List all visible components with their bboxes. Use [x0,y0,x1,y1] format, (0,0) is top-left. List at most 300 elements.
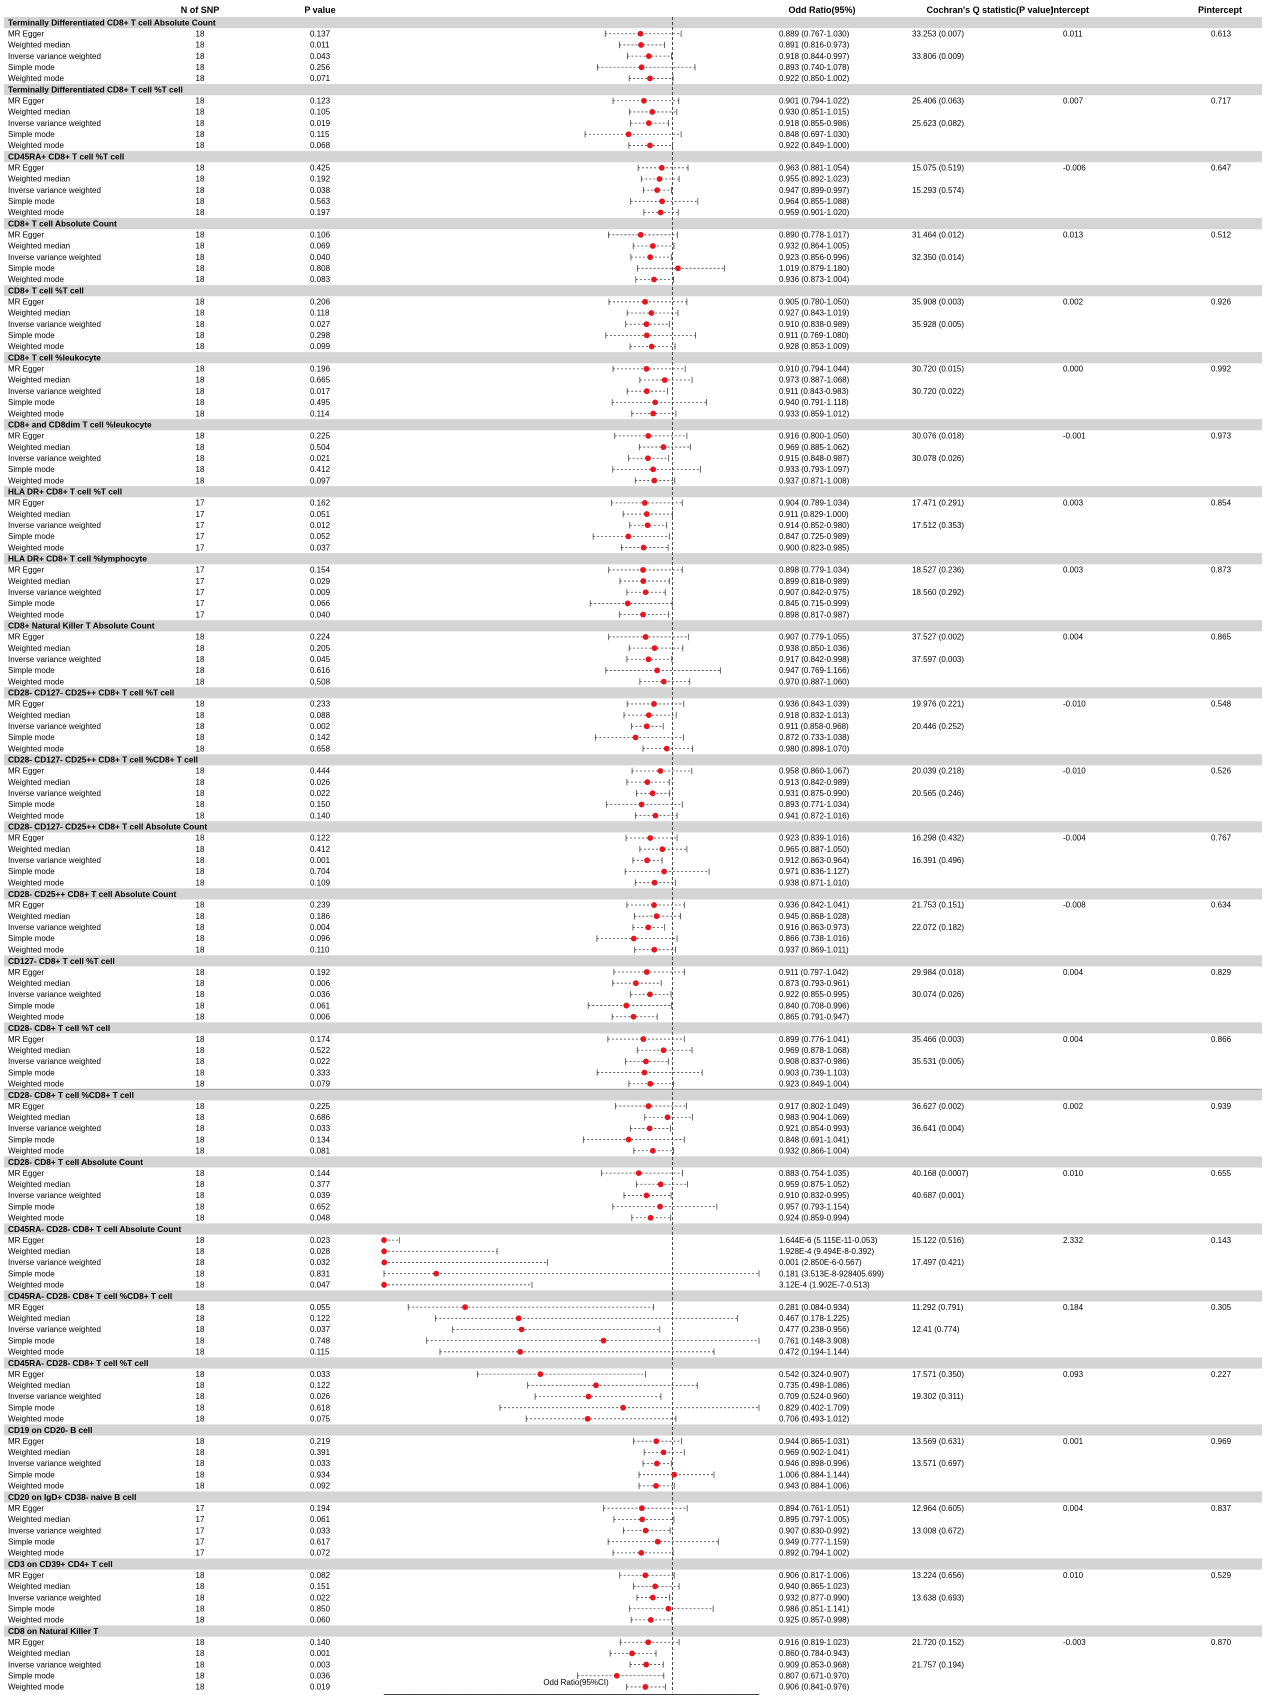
point-estimate [644,321,650,327]
or-ci-cell: 0.910 (0.794-1.044) [779,364,850,374]
point-estimate [653,813,659,819]
point-estimate [649,109,655,115]
point-estimate [648,1215,654,1221]
header-or: Odd Ratio(95%) [788,5,856,15]
point-estimate [646,1103,652,1109]
pvalue-cell: 0.011 [310,40,330,50]
or-ci-cell: 1.928E-4 (9.494E-8-0.392) [779,1247,875,1256]
point-estimate [537,1371,543,1377]
method-label: Weighted median [8,509,71,519]
nsnp-cell: 18 [195,733,205,743]
point-estimate [642,1684,648,1690]
pvalue-cell: 0.192 [310,174,331,184]
intercept-cell: 0.004 [1063,632,1084,642]
or-ci-cell: 0.923 (0.856-0.996) [779,252,850,262]
point-estimate [620,1405,626,1411]
header-nsnp: N of SNP [180,5,220,15]
method-label: Weighted mode [8,342,64,352]
q-statistic-cell: 32.350 (0.014) [912,252,965,262]
or-ci-cell: 0.958 (0.860-1.067) [779,766,850,776]
q-statistic-cell: 15.293 (0.574) [912,185,965,195]
method-label: Inverse variance weighted [8,1459,101,1469]
point-estimate [653,1483,659,1489]
pvalue-cell: 0.850 [310,1604,331,1614]
pvalue-cell: 0.205 [310,643,331,653]
pvalue-cell: 0.001 [310,1649,331,1659]
or-ci-cell: 0.899 (0.776-1.041) [779,1034,850,1044]
q-statistic-cell: 15.122 (0.516) [912,1235,965,1245]
pvalue-cell: 0.051 [310,509,331,519]
nsnp-cell: 18 [195,241,205,251]
or-ci-cell: 0.957 (0.793-1.154) [779,1202,850,1212]
or-ci-cell: 0.477 (0.238-0.956) [779,1325,850,1335]
pvalue-cell: 0.495 [310,398,331,408]
or-ci-cell: 0.915 (0.848-0.987) [779,453,850,463]
intercept-cell: 0.007 [1063,96,1084,106]
q-statistic-cell: 30.076 (0.018) [912,431,965,441]
group-band [4,419,1262,430]
point-estimate [651,701,657,707]
nsnp-cell: 18 [195,878,205,888]
intercept-cell: 0.004 [1063,967,1084,977]
point-estimate [519,1327,525,1333]
method-label: Inverse variance weighted [8,185,101,195]
point-estimate [462,1304,468,1310]
or-ci-cell: 0.873 (0.793-0.961) [779,978,850,988]
nsnp-cell: 18 [195,442,205,452]
method-label: Weighted mode [8,1347,64,1357]
pvalue-cell: 0.137 [310,29,331,39]
nsnp-cell: 18 [195,319,205,329]
point-estimate [644,723,650,729]
method-label: MR Egger [8,96,45,106]
pvalue-cell: 0.391 [310,1448,331,1458]
or-ci-cell: 0.946 (0.898-0.996) [779,1459,850,1469]
q-statistic-cell: 12.41 (0.774) [912,1325,960,1335]
intercept-cell: 0.003 [1063,565,1084,575]
pvalue-cell: 0.029 [310,576,331,586]
or-ci-cell: 0.932 (0.864-1.005) [779,241,850,251]
point-estimate [645,433,651,439]
nsnp-cell: 18 [195,1001,205,1011]
group-title: CD19 on CD20- B cell [8,1424,93,1435]
nsnp-cell: 17 [195,543,205,553]
nsnp-cell: 18 [195,856,205,866]
method-label: Simple mode [8,264,55,274]
method-label: Inverse variance weighted [8,789,101,799]
group-band [4,1022,1262,1033]
point-estimate [381,1248,387,1254]
or-ci-cell: 0.181 (3.513E-8-928405.699) [779,1269,884,1279]
nsnp-cell: 18 [195,1593,205,1603]
or-ci-cell: 0.911 (0.797-1.042) [779,967,849,977]
method-label: MR Egger [8,565,45,575]
point-estimate [666,1606,672,1612]
pvalue-cell: 0.225 [310,431,331,441]
method-label: Simple mode [8,934,55,944]
method-label: Inverse variance weighted [8,118,101,128]
or-ci-cell: 0.893 (0.771-1.034) [779,800,850,810]
point-estimate [649,310,655,316]
point-estimate [647,1081,653,1087]
method-label: MR Egger [8,1436,45,1446]
or-ci-cell: 0.914 (0.852-0.980) [779,520,850,530]
pvalue-cell: 0.748 [310,1336,331,1346]
nsnp-cell: 17 [195,576,205,586]
nsnp-cell: 18 [195,643,205,653]
or-ci-cell: 0.761 (0.148-3.908) [779,1336,850,1346]
point-estimate [642,500,648,506]
header-pvalue: P value [304,5,336,15]
pvalue-cell: 0.022 [310,1057,331,1067]
pvalue-cell: 0.033 [310,1526,331,1536]
method-label: Weighted mode [8,543,64,553]
method-label: Inverse variance weighted [8,990,101,1000]
or-ci-cell: 0.955 (0.892-1.023) [779,174,850,184]
point-estimate [675,265,681,271]
pvalue-cell: 0.333 [310,1068,331,1078]
pintercept-cell: 0.512 [1211,230,1232,240]
pvalue-cell: 0.006 [310,1012,331,1022]
pintercept-cell: 0.529 [1211,1570,1232,1580]
point-estimate [516,1315,522,1321]
point-estimate [646,120,652,126]
nsnp-cell: 18 [195,51,205,61]
pvalue-cell: 0.017 [310,386,331,396]
pvalue-cell: 0.022 [310,789,331,799]
point-estimate [631,936,637,942]
pvalue-cell: 0.068 [310,141,331,151]
pintercept-cell: 0.870 [1211,1637,1232,1647]
or-ci-cell: 0.898 (0.817-0.987) [779,610,850,620]
intercept-cell: 0.000 [1063,364,1084,374]
group-band [4,151,1262,162]
pvalue-cell: 0.040 [310,252,331,262]
group-band [4,218,1262,229]
pvalue-cell: 0.142 [310,733,331,743]
nsnp-cell: 18 [195,1637,205,1647]
pvalue-cell: 0.079 [310,1079,331,1089]
or-ci-cell: 0.860 (0.784-0.943) [779,1649,850,1659]
point-estimate [586,1394,592,1400]
point-estimate [642,1572,648,1578]
intercept-cell: -0.010 [1063,766,1086,776]
nsnp-cell: 18 [195,911,205,921]
group-title: HLA DR+ CD8+ T cell %lymphocyte [8,553,147,564]
or-ci-cell: 1.644E-6 (5.115E-11-0.053) [779,1235,878,1245]
pvalue-cell: 0.002 [310,722,331,732]
point-estimate [644,969,650,975]
or-ci-cell: 0.932 (0.877-0.990) [779,1593,850,1603]
pvalue-cell: 0.174 [310,1034,331,1044]
method-label: Inverse variance weighted [8,1124,101,1134]
method-label: MR Egger [8,1369,45,1379]
or-ci-cell: 0.969 (0.878-1.068) [779,1045,850,1055]
pvalue-cell: 0.071 [310,74,331,84]
group-band [4,955,1262,966]
or-ci-cell: 0.916 (0.819-1.023) [779,1637,850,1647]
method-label: Simple mode [8,130,55,139]
or-ci-cell: 0.922 (0.850-1.002) [779,74,850,84]
method-label: Simple mode [8,867,55,877]
group-band [4,1491,1262,1502]
or-ci-cell: 0.848 (0.691-1.041) [779,1135,850,1145]
point-estimate [633,735,639,741]
pvalue-cell: 0.563 [310,197,331,207]
point-estimate [647,76,653,82]
group-title: CD28- CD8+ T cell %T cell [8,1022,111,1033]
pintercept-cell: 0.939 [1211,1101,1232,1111]
pvalue-cell: 0.686 [310,1112,331,1122]
or-ci-cell: 0.916 (0.800-1.050) [779,431,850,441]
point-estimate [651,277,657,283]
method-label: Simple mode [8,465,55,475]
method-label: Weighted mode [8,811,64,821]
method-label: Weighted median [8,241,71,251]
pvalue-cell: 0.061 [310,1515,331,1525]
pvalue-cell: 0.377 [310,1179,331,1189]
group-title: CD28- CD127- CD25++ CD8+ T cell Absolute Count [8,821,208,832]
or-ci-cell: 0.943 (0.884-1.006) [779,1481,850,1491]
point-estimate [625,601,631,607]
method-label: Weighted mode [8,610,64,620]
or-ci-cell: 0.922 (0.849-1.000) [779,141,850,151]
pvalue-cell: 0.082 [310,1570,331,1580]
pvalue-cell: 0.616 [310,666,331,676]
point-estimate [648,1617,654,1623]
method-label: MR Egger [8,498,45,508]
method-label: Weighted mode [8,1481,64,1491]
pvalue-cell: 0.144 [310,1168,331,1178]
or-ci-cell: 0.917 (0.802-1.049) [779,1101,850,1111]
point-estimate [650,411,656,417]
nsnp-cell: 18 [195,1135,205,1145]
pvalue-cell: 0.066 [310,599,331,609]
group-title: Terminally Differentiated CD8+ T cell %T cell [8,84,183,95]
intercept-cell: 0.013 [1063,230,1084,240]
nsnp-cell: 18 [195,1392,205,1402]
method-label: Simple mode [8,666,55,676]
point-estimate [651,478,657,484]
method-label: MR Egger [8,833,45,843]
method-label: Weighted mode [8,1280,64,1290]
or-ci-cell: 0.922 (0.855-0.995) [779,990,850,1000]
point-estimate [631,1014,637,1020]
method-label: Weighted median [8,442,71,452]
pvalue-cell: 0.224 [310,632,331,642]
nsnp-cell: 18 [195,1168,205,1178]
q-statistic-cell: 40.168 (0.0007) [912,1168,969,1178]
pvalue-cell: 0.652 [310,1202,331,1212]
column-headers [181,5,1242,15]
method-label: Inverse variance weighted [8,386,101,396]
point-estimate [638,31,644,37]
group-title: CD8 on Natural Killer T [8,1625,99,1636]
or-ci-cell: 0.913 (0.842-0.989) [779,777,850,787]
q-statistic-cell: 30.720 (0.022) [912,386,965,396]
nsnp-cell: 18 [195,174,205,184]
pvalue-cell: 0.038 [310,185,331,195]
q-statistic-cell: 30.078 (0.026) [912,453,965,463]
point-estimate [638,232,644,238]
method-label: Simple mode [8,1403,55,1413]
point-estimate [625,534,631,540]
method-label: Weighted median [8,174,71,184]
nsnp-cell: 18 [195,62,205,72]
pvalue-cell: 0.114 [310,409,330,419]
point-estimate [645,455,651,461]
q-statistic-cell: 33.253 (0.007) [912,29,965,39]
pvalue-cell: 0.665 [310,375,331,385]
or-ci-cell: 0.937 (0.871-1.008) [779,476,850,486]
method-label: Simple mode [8,1537,55,1547]
method-label: Weighted median [8,40,71,50]
nsnp-cell: 18 [195,1202,205,1212]
point-estimate [650,466,656,472]
point-estimate [645,924,651,930]
method-label: MR Egger [8,766,45,776]
nsnp-cell: 18 [195,185,205,195]
nsnp-cell: 18 [195,1191,205,1201]
nsnp-cell: 18 [195,1660,205,1670]
method-label: MR Egger [8,1570,45,1580]
q-statistic-cell: 20.446 (0.252) [912,722,965,732]
intercept-cell: -0.008 [1063,900,1086,910]
pvalue-cell: 0.061 [310,1001,331,1011]
or-ci-cell: 0.964 (0.855-1.088) [779,197,850,207]
nsnp-cell: 18 [195,699,205,709]
pvalue-cell: 0.032 [310,1258,331,1268]
method-label: Weighted median [8,978,71,988]
point-estimate [644,1193,650,1199]
point-estimate [644,779,650,785]
or-ci-cell: 0.965 (0.887-1.050) [779,844,850,854]
pintercept-cell: 0.865 [1211,632,1232,642]
point-estimate [650,1595,656,1601]
nsnp-cell: 18 [195,632,205,642]
nsnp-cell: 18 [195,465,205,475]
nsnp-cell: 18 [195,1112,205,1122]
or-ci-cell: 0.892 (0.794-1.002) [779,1548,850,1558]
pvalue-cell: 0.256 [310,62,331,72]
pintercept-cell: 0.227 [1211,1369,1232,1379]
method-label: MR Egger [8,1034,45,1044]
point-estimate [659,198,665,204]
q-statistic-cell: 16.391 (0.496) [912,856,965,866]
point-estimate [659,165,665,171]
nsnp-cell: 18 [195,1582,205,1592]
method-label: Weighted mode [8,1213,64,1223]
nsnp-cell: 17 [195,587,205,597]
method-label: MR Egger [8,29,45,39]
or-ci-cell: 0.928 (0.853-1.009) [779,342,850,352]
method-label: Weighted median [8,1247,71,1256]
pvalue-cell: 0.081 [310,1146,331,1156]
nsnp-cell: 18 [195,1615,205,1625]
method-label: Weighted mode [8,1079,64,1089]
nsnp-cell: 18 [195,900,205,910]
point-estimate [647,143,653,149]
q-statistic-cell: 17.512 (0.353) [912,520,965,530]
pvalue-cell: 0.206 [310,297,331,307]
pvalue-cell: 0.023 [310,1235,331,1245]
q-statistic-cell: 40.687 (0.001) [912,1191,965,1201]
or-ci-cell: 0.936 (0.873-1.004) [779,275,850,285]
method-label: Inverse variance weighted [8,1057,101,1067]
nsnp-cell: 17 [195,498,205,508]
q-statistic-cell: 20.565 (0.246) [912,789,965,799]
or-ci-cell: 0.923 (0.849-1.004) [779,1079,850,1089]
group-band [4,285,1262,296]
point-estimate [654,1461,660,1467]
or-ci-cell: 0.925 (0.857-0.998) [779,1615,850,1625]
or-ci-cell: 0.930 (0.851-1.015) [779,107,850,117]
or-ci-cell: 0.866 (0.738-1.016) [779,934,850,944]
point-estimate [640,612,646,618]
or-ci-cell: 0.970 (0.887-1.060) [779,677,850,687]
method-label: Weighted median [8,1515,71,1525]
group-title: CD8+ Natural Killer T Absolute Count [8,620,155,631]
method-label: Inverse variance weighted [8,923,101,933]
method-label: Inverse variance weighted [8,51,101,61]
pvalue-cell: 0.006 [310,978,331,988]
pvalue-cell: 0.508 [310,677,331,687]
method-label: Weighted mode [8,1414,64,1424]
nsnp-cell: 18 [195,163,205,173]
pvalue-cell: 0.040 [310,610,331,620]
method-label: MR Egger [8,1302,45,1312]
nsnp-cell: 17 [195,610,205,620]
point-estimate [636,1170,642,1176]
pvalue-cell: 0.012 [310,520,331,530]
nsnp-cell: 18 [195,1604,205,1614]
nsnp-cell: 18 [195,1347,205,1357]
pvalue-cell: 0.225 [310,1101,331,1111]
method-label: Simple mode [8,331,55,341]
or-ci-cell: 0.872 (0.733-1.038) [779,733,850,743]
pvalue-cell: 0.105 [310,107,331,117]
or-ci-cell: 0.940 (0.791-1.118) [779,398,849,408]
q-statistic-cell: 19.302 (0.311) [912,1392,964,1402]
group-band [4,1089,1262,1100]
nsnp-cell: 18 [195,978,205,988]
pvalue-cell: 0.039 [310,1191,331,1201]
nsnp-cell: 17 [195,565,205,575]
nsnp-cell: 18 [195,1381,205,1391]
point-estimate [652,399,658,405]
nsnp-cell: 18 [195,96,205,106]
nsnp-cell: 18 [195,364,205,374]
q-statistic-cell: 37.527 (0.002) [912,632,965,642]
pvalue-cell: 0.425 [310,163,331,173]
method-label: Weighted median [8,1112,71,1122]
group-title: CD45RA- CD28- CD8+ T cell %CD8+ T cell [8,1290,173,1301]
q-statistic-cell: 21.753 (0.151) [912,900,965,910]
method-label: MR Egger [8,431,45,441]
or-ci-cell: 0.905 (0.780-1.050) [779,297,850,307]
nsnp-cell: 18 [195,230,205,240]
point-estimate [647,991,653,997]
group-band [4,1424,1262,1435]
point-estimate [647,254,653,260]
method-label: Inverse variance weighted [8,520,101,530]
pvalue-cell: 0.092 [310,1481,331,1491]
pvalue-cell: 0.026 [310,1392,331,1402]
intercept-cell: 0.010 [1063,1570,1084,1580]
or-ci-cell: 0.901 (0.794-1.022) [779,96,850,106]
q-statistic-cell: 36.641 (0.004) [912,1124,965,1134]
pvalue-cell: 0.412 [310,465,331,475]
